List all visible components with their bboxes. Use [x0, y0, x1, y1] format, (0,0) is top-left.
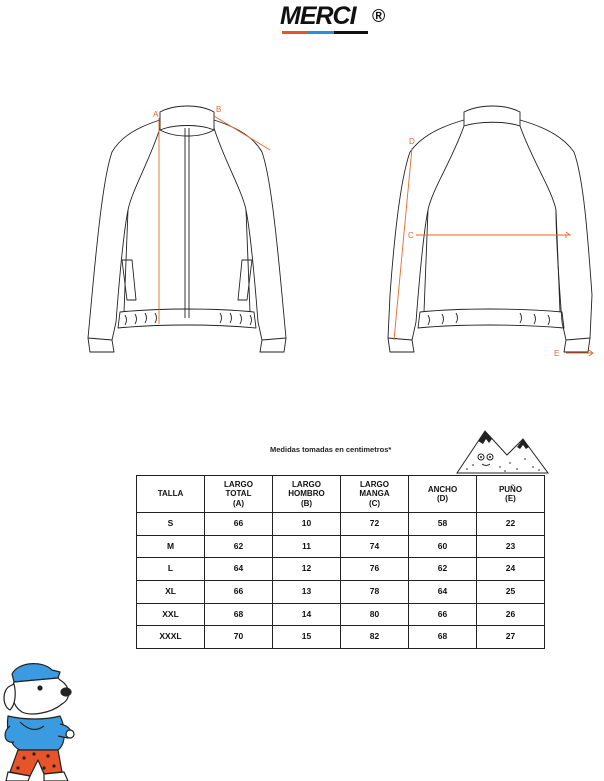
cell-value: 24 [477, 558, 545, 581]
label-a: A [153, 110, 159, 119]
cell-value: 76 [341, 558, 409, 581]
header-largo-total: LARGO TOTAL (A) [205, 476, 273, 513]
cell-value: 64 [409, 580, 477, 603]
cell-value: 62 [205, 535, 273, 558]
header-puno: PUÑO (E) [477, 476, 545, 513]
label-c: C [408, 231, 414, 240]
cell-value: 68 [205, 603, 273, 626]
cell-value: 80 [341, 603, 409, 626]
cell-value: 62 [409, 558, 477, 581]
measure-line-b [214, 116, 270, 150]
table-row [137, 626, 545, 649]
registered-mark: ® [372, 6, 386, 26]
cell-value: 12 [273, 558, 341, 581]
cell-value: 70 [205, 626, 273, 649]
brand-logo [280, 2, 390, 38]
cell-size: XXXL [137, 626, 205, 649]
jacket-diagrams [0, 90, 604, 380]
table-row [137, 558, 545, 581]
cell-size: L [137, 558, 205, 581]
cell-value: 23 [477, 535, 545, 558]
cell-size: XXL [137, 603, 205, 626]
brand-logo-text: MERCI [280, 2, 356, 30]
cell-value: 15 [273, 626, 341, 649]
cell-size: XL [137, 580, 205, 603]
cell-value: 26 [477, 603, 545, 626]
label-d: D [409, 137, 415, 146]
table-row [137, 513, 545, 536]
label-b: B [216, 105, 222, 114]
cell-value: 22 [477, 513, 545, 536]
cell-value: 64 [205, 558, 273, 581]
dog-mascot-icon [0, 660, 80, 781]
cell-size: S [137, 513, 205, 536]
cell-value: 72 [341, 513, 409, 536]
table-header-row [137, 476, 545, 513]
cell-value: 82 [341, 626, 409, 649]
cell-value: 68 [409, 626, 477, 649]
jacket-back-drawing [388, 106, 592, 352]
logo-stripe-blue [308, 31, 334, 34]
cell-value: 66 [205, 580, 273, 603]
mountain-mascot-icon [455, 425, 550, 475]
cell-value: 66 [409, 603, 477, 626]
cell-value: 27 [477, 626, 545, 649]
header-largo-hombro: LARGO HOMBRO (B) [273, 476, 341, 513]
header-largo-manga: LARGO MANGA (C) [341, 476, 409, 513]
cell-value: 13 [273, 580, 341, 603]
header-talla: TALLA [137, 476, 205, 513]
cell-value: 14 [273, 603, 341, 626]
logo-stripe-black [334, 31, 368, 34]
measure-line-d [394, 148, 412, 340]
cell-value: 11 [273, 535, 341, 558]
header-ancho: ANCHO (D) [409, 476, 477, 513]
size-chart-table [136, 475, 545, 649]
cell-value: 58 [409, 513, 477, 536]
cell-size: M [137, 535, 205, 558]
table-row [137, 535, 545, 558]
label-e: E [554, 349, 560, 358]
cell-value: 74 [341, 535, 409, 558]
logo-stripe-orange [282, 31, 308, 34]
cell-value: 60 [409, 535, 477, 558]
measurements-note: Medidas tomadas en centimetros* [270, 445, 392, 454]
table-row [137, 603, 545, 626]
cell-value: 66 [205, 513, 273, 536]
cell-value: 25 [477, 580, 545, 603]
cell-value: 78 [341, 580, 409, 603]
cell-value: 10 [273, 513, 341, 536]
jacket-front-drawing [88, 106, 286, 352]
table-row [137, 580, 545, 603]
